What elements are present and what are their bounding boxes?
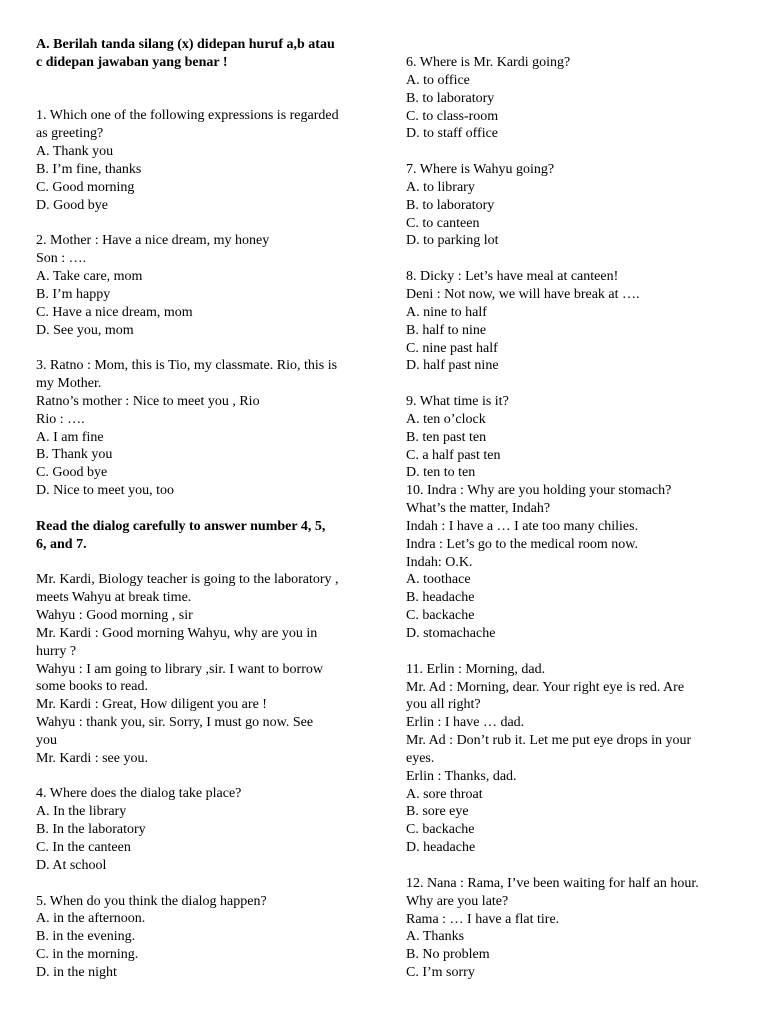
- question-stem: 11. Erlin : Morning, dad.: [406, 661, 546, 677]
- answer-option-b: B. in the evening.: [36, 929, 136, 945]
- answer-option-d: D. in the night: [36, 964, 117, 980]
- answer-option-b: B. to laboratory: [406, 90, 495, 106]
- question-2: [36, 232, 376, 339]
- dialog-line: hurry ?: [36, 643, 77, 659]
- answer-option-a: A. to office: [406, 72, 470, 88]
- question-stem: 10. Indra : Why are you holding your stomach?: [406, 483, 672, 499]
- answer-option-d: D. headache: [406, 840, 476, 856]
- dialog-line: you: [36, 732, 57, 748]
- dialog-line: Wahyu : I am going to library ,sir. I want to borrow: [36, 661, 323, 677]
- answer-option-a: A. sore throat: [406, 786, 483, 802]
- question-7: [406, 161, 746, 250]
- question-stem: eyes.: [406, 750, 435, 766]
- answer-option-c: C. backache: [406, 608, 475, 624]
- answer-option-d: D. See you, mom: [36, 322, 134, 338]
- question-stem: you all right?: [406, 697, 481, 713]
- answer-option-d: D. At school: [36, 857, 107, 873]
- question-3: [36, 357, 376, 500]
- question-stem: as greeting?: [36, 126, 104, 142]
- question-stem: 8. Dicky : Let’s have meal at canteen!: [406, 269, 619, 285]
- dialog-line: Wahyu : thank you, sir. Sorry, I must go now. See: [36, 715, 314, 731]
- question-12: [406, 875, 746, 982]
- answer-option-d: D. to parking lot: [406, 233, 499, 249]
- answer-option-a: A. Take care, mom: [36, 268, 143, 284]
- dialog-line: some books to read.: [36, 679, 148, 695]
- answer-option-c: C. In the canteen: [36, 839, 131, 855]
- answer-option-a: A. I am fine: [36, 429, 104, 445]
- question-6: [406, 54, 746, 143]
- answer-option-b: B. sore eye: [406, 804, 469, 820]
- answer-option-a: A. Thanks: [406, 929, 465, 945]
- question-5: [36, 893, 376, 982]
- question-stem: Rio : ….: [36, 411, 85, 427]
- question-stem: What’s the matter, Indah?: [406, 501, 551, 517]
- answer-option-b: B. In the laboratory: [36, 822, 146, 838]
- question-stem: 1. Which one of the following expressions is regarded: [36, 108, 339, 124]
- dialog-line: Mr. Kardi, Biology teacher is going to the laboratory ,: [36, 572, 339, 588]
- answer-option-d: D. half past nine: [406, 358, 499, 374]
- question-stem: 5. When do you think the dialog happen?: [36, 893, 267, 909]
- answer-option-a: A. ten o’clock: [406, 411, 486, 427]
- left-column: [36, 36, 376, 982]
- answer-option-a: A. nine to half: [406, 304, 487, 320]
- question-stem: Indra : Let’s go to the medical room now.: [406, 536, 638, 552]
- answer-option-c: C. Good bye: [36, 465, 108, 481]
- answer-option-a: A. toothace: [406, 572, 471, 588]
- question-stem: Son : ….: [36, 251, 87, 267]
- question-4: [36, 785, 376, 874]
- dialog-line: Wahyu : Good morning , sir: [36, 608, 193, 623]
- answer-option-b: B. half to nine: [406, 322, 487, 338]
- question-stem: my Mother.: [36, 376, 102, 392]
- answer-option-c: C. Have a nice dream, mom: [36, 304, 193, 320]
- question-stem: 4. Where does the dialog take place?: [36, 786, 242, 802]
- question-stem: Indah: O.K.: [406, 554, 473, 570]
- answer-option-a: A. In the library: [36, 804, 127, 820]
- question-stem: 3. Ratno : Mom, this is Tio, my classmate. Rio, this is: [36, 358, 338, 374]
- dialog-passage: [36, 571, 376, 767]
- answer-option-b: B. No problem: [406, 947, 490, 963]
- dialog-line: Mr. Kardi : Good morning Wahyu, why are you in: [36, 625, 318, 641]
- answer-option-c: C. I’m sorry: [406, 965, 475, 981]
- answer-option-d: D. ten to ten: [406, 465, 476, 481]
- section-instruction: [36, 36, 376, 72]
- question-stem: 7. Where is Wahyu going?: [406, 162, 555, 178]
- question-stem: Rama : … I have a flat tire.: [406, 911, 560, 927]
- instruction-line: A. Berilah tanda silang (x) didepan huruf a,b atau: [36, 37, 335, 52]
- answer-option-c: C. nine past half: [406, 340, 498, 356]
- question-stem: Erlin : I have … dad.: [406, 715, 525, 731]
- answer-option-d: D. to staff office: [406, 126, 499, 142]
- reading-instruction-line: 6, and 7.: [36, 536, 87, 552]
- answer-option-a: A. to library: [406, 179, 475, 195]
- answer-option-c: C. to canteen: [406, 215, 480, 231]
- question-1: [36, 107, 376, 214]
- answer-option-b: B. I’m happy: [36, 286, 111, 302]
- right-column: [406, 54, 746, 982]
- answer-option-a: A. Thank you: [36, 144, 114, 160]
- answer-option-d: D. Good bye: [36, 197, 108, 213]
- dialog-line: Mr. Kardi : see you.: [36, 750, 148, 766]
- answer-option-c: C. backache: [406, 822, 475, 838]
- question-10: [406, 482, 746, 643]
- question-11: [406, 661, 746, 857]
- answer-option-b: B. headache: [406, 590, 475, 606]
- answer-option-d: D. stomachache: [406, 626, 496, 641]
- question-stem: Why are you late?: [406, 893, 509, 909]
- question-stem: 12. Nana : Rama, I’ve been waiting for half an hour.: [406, 875, 699, 891]
- dialog-line: meets Wahyu at break time.: [36, 590, 192, 606]
- reading-instruction: [36, 518, 376, 554]
- question-9: [406, 393, 746, 482]
- question-stem: Indah : I have a … I ate too many chilies.: [406, 518, 639, 534]
- reading-instruction-line: Read the dialog carefully to answer number 4, 5,: [36, 518, 326, 534]
- instruction-line: c didepan jawaban yang benar !: [36, 54, 228, 70]
- answer-option-a: A. in the afternoon.: [36, 911, 146, 927]
- question-stem: Mr. Ad : Don’t rub it. Let me put eye drops in your: [406, 733, 692, 749]
- answer-option-c: C. Good morning: [36, 179, 135, 195]
- answer-option-b: B. Thank you: [36, 447, 113, 463]
- question-stem: Erlin : Thanks, dad.: [406, 768, 517, 784]
- answer-option-d: D. Nice to meet you, too: [36, 483, 175, 499]
- question-8: [406, 268, 746, 375]
- question-stem: 2. Mother : Have a nice dream, my honey: [36, 233, 270, 249]
- dialog-line: Mr. Kardi : Great, How diligent you are !: [36, 697, 267, 713]
- question-stem: Deni : Not now, we will have break at ….: [406, 286, 640, 302]
- answer-option-c: C. in the morning.: [36, 947, 139, 963]
- answer-option-c: C. a half past ten: [406, 447, 501, 463]
- question-stem: 6. Where is Mr. Kardi going?: [406, 55, 571, 70]
- question-stem: 9. What time is it?: [406, 394, 509, 410]
- answer-option-b: B. ten past ten: [406, 429, 487, 445]
- question-stem: Mr. Ad : Morning, dear. Your right eye is red. Are: [406, 679, 685, 695]
- answer-option-b: B. I’m fine, thanks: [36, 161, 142, 177]
- answer-option-c: C. to class-room: [406, 108, 499, 124]
- question-stem: Ratno’s mother : Nice to meet you , Rio: [36, 393, 260, 409]
- answer-option-b: B. to laboratory: [406, 197, 495, 213]
